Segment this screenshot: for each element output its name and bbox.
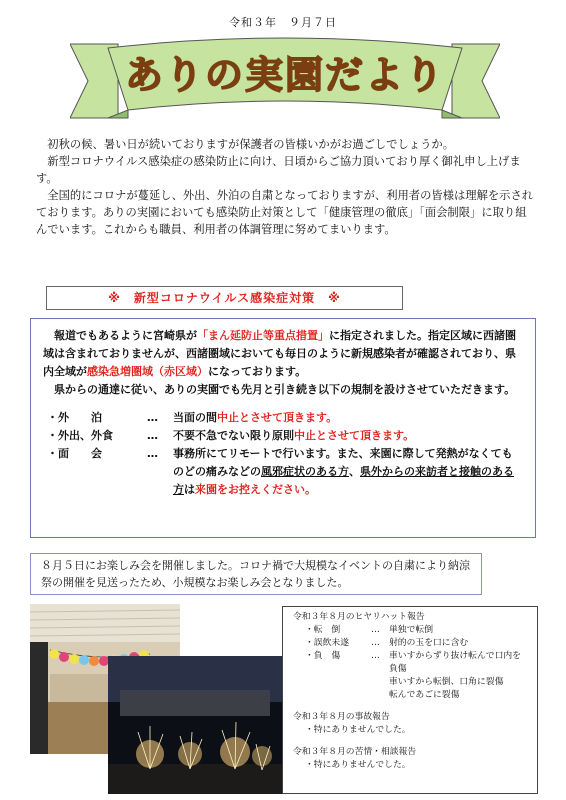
- priority-measure-highlight: 「まん延防止等重点措置」: [197, 329, 329, 342]
- near-miss-continuation: 転んであごに裂傷: [389, 690, 460, 700]
- incident-report-box: [282, 606, 538, 794]
- photo-fireworks: [108, 656, 282, 794]
- accident-text: ・特にありませんでした。: [305, 725, 411, 735]
- intro-paragraph: 初秋の候、暑い日が続いておりますが保護者の皆様いかがお過ごしでしょうか。: [47, 138, 454, 151]
- info-paragraph-2: 県からの通達に従い、ありの実園でも先月と引き続き以下の規制を設けさせていただきます。: [54, 383, 516, 396]
- info-paragraph-1: 報道でもあるように宮崎県が「まん延防止等重点措置」に指定されました。指定区域に西諸圏域は含まれておりませんが、西諸圏域においても毎日のように新規感染者が確認されており、県内全域が感染急増圏域（赤区域）になっております。: [43, 329, 516, 378]
- title-banner: [70, 22, 500, 132]
- intro-paragraph: 新型コロナウイルス感染症の感染防止に向け、日頃からご協力頂いており厚く御礼申し上げます。: [36, 155, 521, 185]
- intro-text: [36, 136, 536, 238]
- complaint-title: 令和３年８月の苦情・相談報告: [293, 747, 417, 757]
- covid-info-box: [30, 318, 536, 538]
- complaint-text: ・特にありませんでした。: [305, 760, 411, 770]
- near-miss-title: 令和３年８月のヒヤリハット報告: [293, 612, 425, 622]
- near-miss-continuation: 車いすから転倒、口角に裂傷: [389, 677, 504, 687]
- near-miss-item: ・負 傷 … 車いすからずり抜け転んで口内を負傷: [305, 651, 521, 674]
- accident-title: 令和３年８月の事故報告: [293, 712, 390, 722]
- rule-visit: ・面 会 … 事務所にてリモートで行います。また、来園に際して発熱がなくてものどの痛みなどの風邪症状のある方、県外からの来訪者と接触のある方は来園をお控えください。: [47, 447, 514, 496]
- intro-paragraph: 全国的にコロナが蔓延し、外出、外泊の自粛となっておりますが、利用者の皆様は理解を示されております。ありの実園においても感染防止対策として「健康管理の徹底」「面会制限」に取り組んでいます。これからも職員、利用者の体調管理に努めてまいります。: [36, 189, 534, 236]
- issue-date: 令和３年 ９月７日: [229, 16, 337, 29]
- rules-list: [43, 409, 523, 499]
- newsletter-title: ありの実園だより: [124, 53, 446, 97]
- near-miss-item: ・誤飲未遂 … 射的の玉を口に含む: [305, 638, 469, 648]
- covid-section-title: ※ 新型コロナウイルス感染症対策 ※: [46, 286, 403, 310]
- near-miss-item: ・転 倒 … 単独で転倒: [305, 625, 433, 635]
- event-photos: [30, 604, 282, 794]
- rule-outing: ・外出、外食 … 不要不急でない限り原則中止とさせて頂きます。: [47, 429, 415, 442]
- red-zone-highlight: 感染急増圏域（赤区域）: [87, 365, 208, 378]
- rule-overnight: ・外 泊 … 当面の間中止とさせて頂きます。: [47, 411, 338, 424]
- event-notice: ８月５日にお楽しみ会を開催しました。コロナ禍で大規模なイベントの自粛により納涼祭の開催を見送ったため、小規模なお楽しみ会となりました。: [30, 553, 482, 595]
